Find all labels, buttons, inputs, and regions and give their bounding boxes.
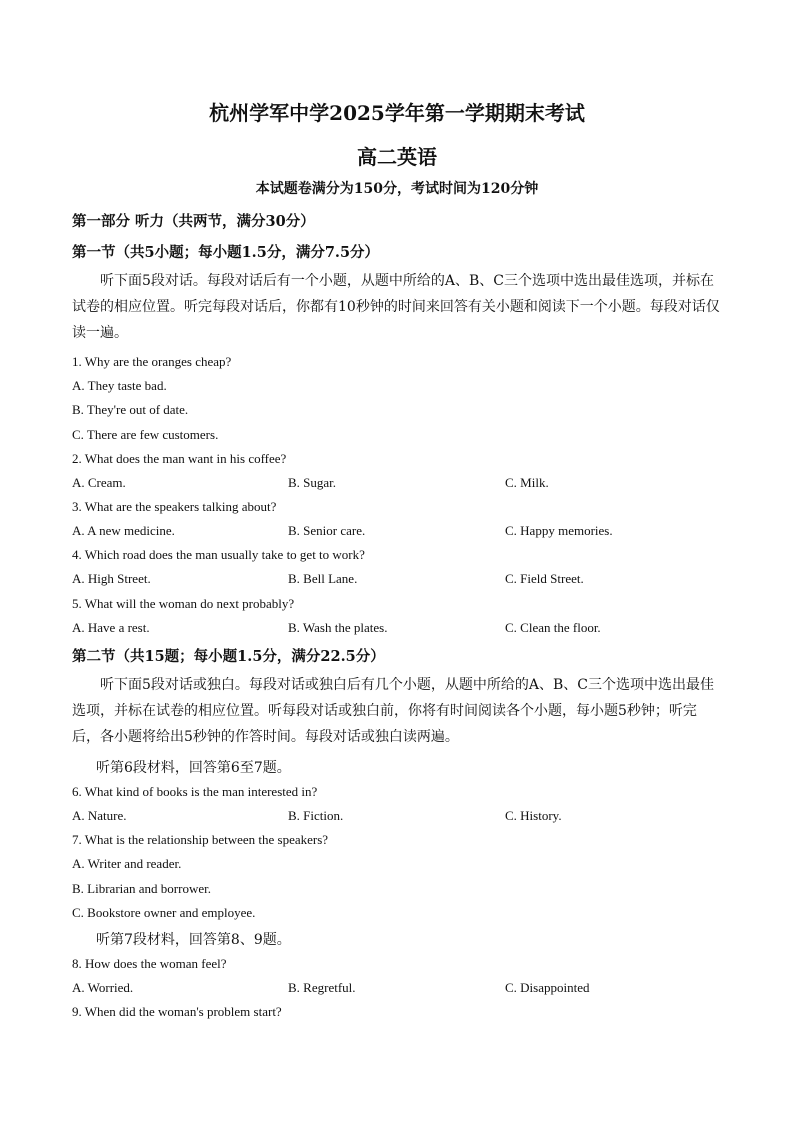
question-2-option-b: B. Sugar.	[288, 475, 337, 490]
question-3-option-a: A. A new medicine.	[72, 523, 175, 538]
question-7-option-c: C. Bookstore owner and employee.	[72, 905, 256, 920]
question-2-option-a: A. Cream.	[72, 475, 126, 490]
question-5-option-b: B. Wash the plates.	[288, 620, 388, 635]
exam-subject: 高二英语	[357, 145, 437, 169]
material-7-note: 听第7段材料，回答第8、9题。	[96, 932, 291, 948]
question-3: 3. What are the speakers talking about?	[72, 499, 277, 514]
section2-instructions: 听下面5段对话或独白。每段对话或独白后有几个小题，从题中所给的A、B、C三个选项中选出最佳选项，并标在试卷的相应位置。听每段对话或独白前，你将有时间阅读各个小题，每小题5秒钟；听完后，各小题将给出5秒钟的作答时间。每段对话或独白读两遍。	[72, 677, 715, 745]
section1-heading: 第一节（共5小题；每小题1.5分，满分7.5分）	[72, 244, 380, 261]
material-6-note: 听第6段材料，回答第6至7题。	[96, 760, 291, 776]
question-6: 6. What kind of books is the man interested in?	[72, 784, 318, 799]
question-4-option-b: B. Bell Lane.	[288, 571, 358, 586]
question-5-option-c: C. Clean the floor.	[505, 620, 601, 635]
question-7: 7. What is the relationship between the speakers?	[72, 832, 329, 847]
question-7-option-a: A. Writer and reader.	[72, 856, 182, 871]
question-1-option-a: A. They taste bad.	[72, 378, 167, 393]
question-5: 5. What will the woman do next probably?	[72, 596, 295, 611]
question-8-option-c: C. Disappointed	[505, 980, 590, 995]
question-4-option-a: A. High Street.	[72, 571, 151, 586]
question-6-option-a: A. Nature.	[72, 808, 127, 823]
question-2-option-c: C. Milk.	[505, 475, 549, 490]
question-5-option-a: A. Have a rest.	[72, 620, 150, 635]
section2-heading: 第二节（共15题；每小题1.5分，满分22.5分）	[72, 648, 385, 665]
question-6-option-c: C. History.	[505, 808, 562, 823]
question-1-option-c: C. There are few customers.	[72, 427, 219, 442]
question-8: 8. How does the woman feel?	[72, 956, 227, 971]
question-3-option-b: B. Senior care.	[288, 523, 366, 538]
part1-heading: 第一部分 听力（共两节，满分30分）	[72, 213, 315, 230]
exam-note: 本试题卷满分为150分，考试时间为120分钟	[255, 181, 539, 197]
question-6-option-b: B. Fiction.	[288, 808, 344, 823]
section1-instructions: 听下面5段对话。每段对话后有一个小题，从题中所给的A、B、C三个选项中选出最佳选项，并标在试卷的相应位置。听完每段对话后，你都有10秒钟的时间来回答有关小题和阅读下一个小题。每段对话仅读一遍。	[72, 273, 720, 341]
exam-title: 杭州学军中学2025学年第一学期期末考试	[209, 101, 585, 125]
question-3-option-c: C. Happy memories.	[505, 523, 613, 538]
question-8-option-a: A. Worried.	[72, 980, 134, 995]
question-1: 1. Why are the oranges cheap?	[72, 354, 232, 369]
question-7-option-b: B. Librarian and borrower.	[72, 881, 211, 896]
question-4: 4. Which road does the man usually take to get to work?	[72, 547, 365, 562]
question-9: 9. When did the woman's problem start?	[72, 1004, 282, 1019]
question-2: 2. What does the man want in his coffee?	[72, 451, 287, 466]
question-4-option-c: C. Field Street.	[505, 571, 584, 586]
question-1-option-b: B. They're out of date.	[72, 402, 189, 417]
question-8-option-b: B. Regretful.	[288, 980, 356, 995]
